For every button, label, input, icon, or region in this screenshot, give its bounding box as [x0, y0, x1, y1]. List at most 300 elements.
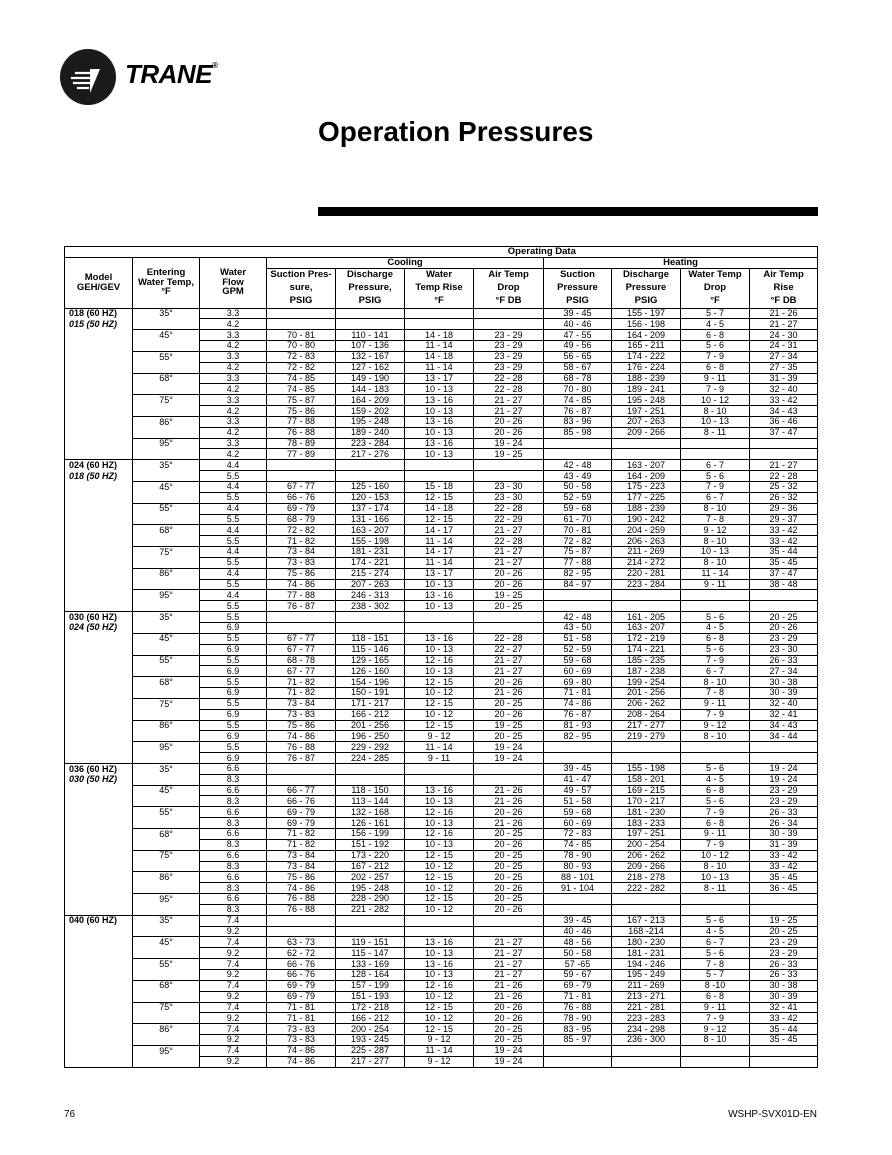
cooling-value-cell: 20 - 26 [474, 883, 544, 894]
heating-value-cell: 8 - 10 [681, 1035, 750, 1046]
entering-water-temp-cell: 75° [133, 850, 200, 861]
table-row [65, 406, 818, 417]
heating-value-cell: 76 - 88 [544, 1002, 612, 1013]
cooling-value-cell [336, 612, 405, 623]
cooling-value-cell: 156 - 199 [336, 829, 405, 840]
heating-value-cell: 26 - 33 [750, 959, 818, 970]
heating-value-cell: 35 - 44 [750, 547, 818, 558]
cooling-value-cell: 154 - 196 [336, 677, 405, 688]
table-row [65, 373, 818, 384]
model-cell [65, 698, 133, 709]
heating-value-cell: 26 - 34 [750, 818, 818, 829]
cooling-value-cell: 10 - 13 [405, 579, 474, 590]
col-gpm-header [200, 257, 267, 308]
water-flow-cell: 5.5 [200, 492, 267, 503]
entering-water-temp-cell [133, 341, 200, 352]
cooling-value-cell [336, 915, 405, 926]
cooling-value-cell: 74 - 86 [267, 1045, 336, 1056]
water-flow-cell: 4.4 [200, 568, 267, 579]
heating-value-cell: 177 - 225 [612, 492, 681, 503]
heating-value-cell [681, 601, 750, 612]
cooling-col-0-header-line: PSIG [267, 295, 336, 309]
water-flow-cell: 6.6 [200, 850, 267, 861]
heating-value-cell: 41 - 47 [544, 774, 612, 785]
cooling-value-cell: 78 - 89 [267, 438, 336, 449]
cooling-value-cell [474, 763, 544, 774]
cooling-value-cell: 21 - 26 [474, 688, 544, 699]
entering-water-temp-cell [133, 622, 200, 633]
cooling-value-cell: 193 - 245 [336, 1035, 405, 1046]
cooling-value-cell: 10 - 12 [405, 991, 474, 1002]
cooling-value-cell: 12 - 15 [405, 872, 474, 883]
heating-value-cell: 31 - 39 [750, 839, 818, 850]
heating-value-cell: 26 - 33 [750, 655, 818, 666]
entering-water-temp-cell: 86° [133, 720, 200, 731]
heating-value-cell: 208 - 264 [612, 709, 681, 720]
heating-value-cell: 23 - 29 [750, 633, 818, 644]
heating-value-cell [750, 590, 818, 601]
heating-col-2-header-line: Water Temp [681, 268, 750, 282]
col-ewt-label: Entering Water Temp, °F [138, 267, 194, 298]
model-cell [65, 536, 133, 547]
heating-value-cell: 10 - 12 [681, 395, 750, 406]
cooling-value-cell: 10 - 12 [405, 1013, 474, 1024]
model-cell [65, 330, 133, 341]
page-number: 76 [64, 1109, 76, 1120]
entering-water-temp-cell: 45° [133, 330, 200, 341]
heating-value-cell [544, 449, 612, 460]
table-row [65, 384, 818, 395]
heating-value-cell: 207 - 263 [612, 416, 681, 427]
heating-value-cell: 27 - 34 [750, 666, 818, 677]
heating-value-cell: 163 - 207 [612, 622, 681, 633]
entering-water-temp-cell [133, 818, 200, 829]
table-row [65, 1013, 818, 1024]
heating-value-cell: 19 - 24 [750, 763, 818, 774]
cooling-value-cell: 20 - 25 [474, 872, 544, 883]
cooling-value-cell: 76 - 88 [267, 742, 336, 753]
water-flow-cell: 6.9 [200, 622, 267, 633]
heating-value-cell: 6 - 8 [681, 330, 750, 341]
table-row [65, 742, 818, 753]
table-row [65, 915, 818, 926]
cooling-value-cell: 72 - 83 [267, 351, 336, 362]
table-row [65, 1035, 818, 1046]
cooling-value-cell: 71 - 81 [267, 1002, 336, 1013]
heating-value-cell: 39 - 45 [544, 763, 612, 774]
cooling-value-cell [267, 460, 336, 471]
table-row [65, 644, 818, 655]
cooling-value-cell: 22 - 28 [474, 536, 544, 547]
water-flow-cell: 8.3 [200, 796, 267, 807]
heating-value-cell: 59 - 68 [544, 807, 612, 818]
water-flow-cell: 6.6 [200, 829, 267, 840]
heating-value-cell: 5 - 7 [681, 308, 750, 319]
model-cell [65, 633, 133, 644]
cooling-value-cell: 11 - 14 [405, 742, 474, 753]
cooling-value-cell: 229 - 292 [336, 742, 405, 753]
cooling-value-cell: 22 - 28 [474, 503, 544, 514]
cooling-value-cell: 71 - 82 [267, 536, 336, 547]
cooling-value-cell: 14 - 18 [405, 351, 474, 362]
cooling-value-cell: 73 - 83 [267, 1024, 336, 1035]
table-row [65, 763, 818, 774]
heating-value-cell: 19 - 25 [750, 915, 818, 926]
heating-value-cell: 6 - 8 [681, 362, 750, 373]
cooling-value-cell: 120 - 153 [336, 492, 405, 503]
heating-value-cell: 8 - 11 [681, 883, 750, 894]
model-cell [65, 579, 133, 590]
entering-water-temp-cell [133, 774, 200, 785]
table-row [65, 969, 818, 980]
heating-value-cell: 40 - 46 [544, 319, 612, 330]
entering-water-temp-cell: 95° [133, 1045, 200, 1056]
cooling-value-cell: 22 - 28 [474, 633, 544, 644]
heating-value-cell: 10 - 13 [681, 547, 750, 558]
heating-value-cell: 75 - 87 [544, 547, 612, 558]
water-flow-cell: 4.4 [200, 482, 267, 493]
table-row [65, 362, 818, 373]
heating-value-cell: 85 - 97 [544, 1035, 612, 1046]
water-flow-cell: 6.6 [200, 785, 267, 796]
cooling-value-cell: 10 - 12 [405, 883, 474, 894]
heating-value-cell: 218 - 278 [612, 872, 681, 883]
cooling-value-cell: 166 - 212 [336, 1013, 405, 1024]
water-flow-cell: 3.3 [200, 438, 267, 449]
heating-col-2-header-line: °F [681, 295, 750, 309]
cooling-value-cell: 21 - 27 [474, 395, 544, 406]
title-rule [318, 207, 818, 216]
cooling-value-cell: 69 - 79 [267, 980, 336, 991]
heating-col-0-header-line: Suction [544, 268, 612, 282]
model-cell [65, 1035, 133, 1046]
cooling-value-cell: 21 - 26 [474, 980, 544, 991]
heating-value-cell: 197 - 251 [612, 406, 681, 417]
cooling-value-cell: 21 - 27 [474, 959, 544, 970]
heating-value-cell: 69 - 80 [544, 677, 612, 688]
heating-value-cell: 223 - 284 [612, 579, 681, 590]
heating-value-cell: 31 - 39 [750, 373, 818, 384]
water-flow-cell: 3.3 [200, 416, 267, 427]
water-flow-cell: 5.5 [200, 698, 267, 709]
cooling-value-cell: 23 - 30 [474, 482, 544, 493]
water-flow-cell: 7.4 [200, 1045, 267, 1056]
model-cell [65, 731, 133, 742]
heating-value-cell: 42 - 48 [544, 460, 612, 471]
model-cell [65, 969, 133, 980]
heating-value-cell: 29 - 37 [750, 514, 818, 525]
heating-value-cell: 4 - 5 [681, 774, 750, 785]
cooling-value-cell: 22 - 27 [474, 644, 544, 655]
cooling-value-cell: 181 - 231 [336, 547, 405, 558]
cooling-value-cell: 21 - 26 [474, 991, 544, 1002]
heating-value-cell: 7 - 8 [681, 514, 750, 525]
heating-value-cell: 5 - 6 [681, 471, 750, 482]
water-flow-cell: 5.5 [200, 720, 267, 731]
cooling-value-cell: 166 - 212 [336, 709, 405, 720]
heating-value-cell: 6 - 7 [681, 666, 750, 677]
heating-value-cell [681, 438, 750, 449]
col-ewt-header [133, 257, 200, 308]
cooling-value-cell: 77 - 88 [267, 416, 336, 427]
cooling-value-cell: 221 - 282 [336, 904, 405, 915]
water-flow-cell: 4.2 [200, 384, 267, 395]
model-cell [65, 341, 133, 352]
cooling-value-cell: 225 - 287 [336, 1045, 405, 1056]
heating-value-cell: 7 - 8 [681, 959, 750, 970]
model-cell [65, 677, 133, 688]
cooling-value-cell: 67 - 77 [267, 666, 336, 677]
cooling-value-cell: 12 - 16 [405, 829, 474, 840]
water-flow-cell: 6.9 [200, 644, 267, 655]
heating-value-cell [544, 601, 612, 612]
cooling-value-cell: 69 - 79 [267, 991, 336, 1002]
cooling-value-cell: 21 - 27 [474, 948, 544, 959]
entering-water-temp-cell [133, 883, 200, 894]
heating-value-cell [612, 742, 681, 753]
heating-value-cell: 57 -65 [544, 959, 612, 970]
cooling-value-cell: 20 - 25 [474, 894, 544, 905]
cooling-value-cell: 10 - 13 [405, 406, 474, 417]
water-flow-cell: 5.5 [200, 655, 267, 666]
cooling-value-cell [405, 915, 474, 926]
cooling-value-cell: 70 - 80 [267, 341, 336, 352]
cooling-value-cell: 75 - 86 [267, 720, 336, 731]
heating-value-cell [681, 1045, 750, 1056]
heating-value-cell: 188 - 239 [612, 503, 681, 514]
entering-water-temp-cell [133, 362, 200, 373]
entering-water-temp-cell [133, 753, 200, 764]
model-cell: 024 (60 HZ) [65, 460, 133, 471]
heating-value-cell: 24 - 31 [750, 341, 818, 352]
water-flow-cell: 5.5 [200, 579, 267, 590]
heating-value-cell: 5 - 6 [681, 915, 750, 926]
entering-water-temp-cell: 95° [133, 742, 200, 753]
cooling-value-cell: 201 - 256 [336, 720, 405, 731]
water-flow-cell: 8.3 [200, 904, 267, 915]
entering-water-temp-cell [133, 709, 200, 720]
cooling-value-cell: 70 - 81 [267, 330, 336, 341]
cooling-value-cell: 10 - 13 [405, 449, 474, 460]
table-row [65, 839, 818, 850]
water-flow-cell: 9.2 [200, 1056, 267, 1067]
heating-value-cell: 213 - 271 [612, 991, 681, 1002]
entering-water-temp-cell: 35° [133, 915, 200, 926]
heating-value-cell: 20 - 25 [750, 612, 818, 623]
table-row [65, 536, 818, 547]
entering-water-temp-cell: 35° [133, 308, 200, 319]
heating-value-cell: 71 - 81 [544, 688, 612, 699]
heating-value-cell: 211 - 269 [612, 547, 681, 558]
heating-value-cell: 11 - 14 [681, 568, 750, 579]
heating-value-cell [612, 894, 681, 905]
table-row [65, 557, 818, 568]
water-flow-cell: 6.6 [200, 763, 267, 774]
water-flow-cell: 8.3 [200, 883, 267, 894]
entering-water-temp-cell: 95° [133, 590, 200, 601]
heating-value-cell [750, 449, 818, 460]
table-row [65, 926, 818, 937]
cooling-value-cell: 133 - 169 [336, 959, 405, 970]
cooling-value-cell [474, 319, 544, 330]
heating-value-cell: 88 - 101 [544, 872, 612, 883]
water-flow-cell: 4.2 [200, 427, 267, 438]
heating-value-cell: 163 - 207 [612, 460, 681, 471]
model-cell [65, 1045, 133, 1056]
heating-value-cell [681, 753, 750, 764]
heating-value-cell: 4 - 5 [681, 319, 750, 330]
water-flow-cell: 5.5 [200, 601, 267, 612]
cooling-value-cell: 77 - 89 [267, 449, 336, 460]
heating-value-cell: 5 - 6 [681, 612, 750, 623]
heating-value-cell: 33 - 42 [750, 525, 818, 536]
cooling-value-cell: 20 - 25 [474, 1024, 544, 1035]
cooling-value-cell: 238 - 302 [336, 601, 405, 612]
heating-value-cell: 206 - 262 [612, 850, 681, 861]
entering-water-temp-cell [133, 861, 200, 872]
heating-value-cell: 161 - 205 [612, 612, 681, 623]
heating-col-1-header-line: PSIG [612, 295, 681, 309]
cooling-value-cell [405, 774, 474, 785]
heating-value-cell: 9 - 11 [681, 579, 750, 590]
cooling-value-cell: 20 - 25 [474, 601, 544, 612]
cooling-value-cell [474, 915, 544, 926]
heating-value-cell: 211 - 269 [612, 980, 681, 991]
cooling-value-cell [405, 763, 474, 774]
cooling-value-cell: 72 - 82 [267, 362, 336, 373]
entering-water-temp-cell: 75° [133, 395, 200, 406]
cooling-value-cell: 11 - 14 [405, 1045, 474, 1056]
heating-value-cell: 82 - 95 [544, 731, 612, 742]
heating-value-cell: 6 - 7 [681, 492, 750, 503]
heating-col-3-header-line: Rise [750, 282, 818, 295]
heating-value-cell: 187 - 238 [612, 666, 681, 677]
cooling-value-cell: 167 - 212 [336, 861, 405, 872]
cooling-value-cell: 10 - 13 [405, 796, 474, 807]
model-cell [65, 1056, 133, 1067]
table-row [65, 525, 818, 536]
cooling-value-cell [474, 612, 544, 623]
heating-value-cell: 35 - 45 [750, 872, 818, 883]
entering-water-temp-cell [133, 514, 200, 525]
cooling-value-cell [405, 319, 474, 330]
cooling-value-cell: 21 - 27 [474, 525, 544, 536]
heating-value-cell [544, 894, 612, 905]
entering-water-temp-cell: 86° [133, 1024, 200, 1035]
heating-value-cell: 214 - 272 [612, 557, 681, 568]
cooling-value-cell: 19 - 25 [474, 449, 544, 460]
cooling-header: Cooling [267, 257, 544, 268]
entering-water-temp-cell: 35° [133, 763, 200, 774]
cooling-value-cell: 215 - 274 [336, 568, 405, 579]
registered-mark: ® [212, 61, 218, 70]
heating-value-cell: 50 - 58 [544, 948, 612, 959]
heating-value-cell: 85 - 98 [544, 427, 612, 438]
entering-water-temp-cell: 95° [133, 438, 200, 449]
entering-water-temp-cell [133, 579, 200, 590]
cooling-value-cell: 119 - 151 [336, 937, 405, 948]
cooling-value-cell [267, 763, 336, 774]
entering-water-temp-cell: 55° [133, 503, 200, 514]
cooling-value-cell: 20 - 25 [474, 1035, 544, 1046]
heating-value-cell: 23 - 30 [750, 644, 818, 655]
heating-value-cell: 7 - 8 [681, 688, 750, 699]
heating-value-cell: 72 - 82 [544, 536, 612, 547]
cooling-value-cell: 74 - 86 [267, 1056, 336, 1067]
water-flow-cell: 9.2 [200, 926, 267, 937]
cooling-value-cell [267, 915, 336, 926]
heating-value-cell [544, 904, 612, 915]
heating-value-cell: 76 - 87 [544, 406, 612, 417]
cooling-value-cell: 150 - 191 [336, 688, 405, 699]
table-row [65, 341, 818, 352]
cooling-value-cell: 13 - 16 [405, 785, 474, 796]
heating-value-cell: 25 - 32 [750, 482, 818, 493]
heating-value-cell [544, 742, 612, 753]
entering-water-temp-cell: 55° [133, 655, 200, 666]
heating-value-cell: 5 - 6 [681, 644, 750, 655]
model-cell [65, 557, 133, 568]
heating-value-cell: 4 - 5 [681, 622, 750, 633]
model-cell [65, 525, 133, 536]
model-cell [65, 829, 133, 840]
model-cell [65, 373, 133, 384]
cooling-value-cell: 10 - 13 [405, 969, 474, 980]
heating-value-cell: 34 - 43 [750, 720, 818, 731]
cooling-value-cell [336, 319, 405, 330]
water-flow-cell: 5.5 [200, 514, 267, 525]
cooling-value-cell: 11 - 14 [405, 557, 474, 568]
cooling-value-cell: 163 - 207 [336, 525, 405, 536]
heating-value-cell: 7 - 9 [681, 1013, 750, 1024]
heating-col-1-header-line: Discharge [612, 268, 681, 282]
table-row [65, 796, 818, 807]
cooling-value-cell: 21 - 27 [474, 666, 544, 677]
cooling-value-cell: 115 - 146 [336, 644, 405, 655]
heating-value-cell: 49 - 56 [544, 341, 612, 352]
heating-value-cell: 7 - 9 [681, 839, 750, 850]
table-row [65, 980, 818, 991]
water-flow-cell: 6.6 [200, 894, 267, 905]
heating-value-cell: 209 - 266 [612, 861, 681, 872]
heating-value-cell: 80 - 93 [544, 861, 612, 872]
cooling-value-cell: 228 - 290 [336, 894, 405, 905]
model-cell [65, 742, 133, 753]
cooling-value-cell: 69 - 79 [267, 807, 336, 818]
heating-value-cell: 29 - 36 [750, 503, 818, 514]
model-cell: 018 (50 HZ) [65, 471, 133, 482]
heating-value-cell: 209 - 266 [612, 427, 681, 438]
heating-value-cell: 6 - 8 [681, 991, 750, 1002]
heating-value-cell [750, 1056, 818, 1067]
heating-value-cell: 7 - 9 [681, 482, 750, 493]
cooling-value-cell: 12 - 16 [405, 807, 474, 818]
heating-value-cell [544, 1045, 612, 1056]
heating-value-cell: 23 - 29 [750, 785, 818, 796]
heating-value-cell: 5 - 6 [681, 948, 750, 959]
entering-water-temp-cell: 45° [133, 633, 200, 644]
heating-value-cell: 30 - 39 [750, 991, 818, 1002]
cooling-value-cell: 66 - 76 [267, 969, 336, 980]
model-cell [65, 482, 133, 493]
cooling-value-cell [474, 308, 544, 319]
cooling-value-cell: 10 - 13 [405, 427, 474, 438]
heating-value-cell: 78 - 90 [544, 1013, 612, 1024]
water-flow-cell: 4.4 [200, 590, 267, 601]
cooling-value-cell: 19 - 24 [474, 742, 544, 753]
cooling-value-cell: 196 - 250 [336, 731, 405, 742]
heating-value-cell: 176 - 224 [612, 362, 681, 373]
